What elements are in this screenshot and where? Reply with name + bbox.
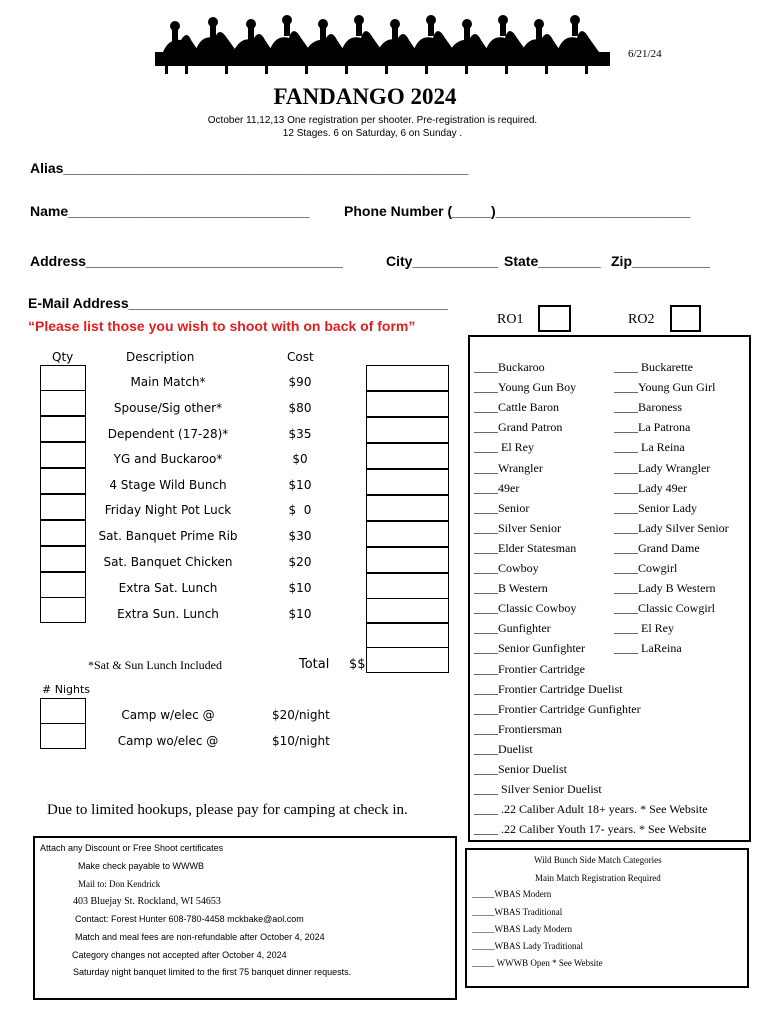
description-header: Description: [126, 350, 195, 364]
info-certificates: Attach any Discount or Free Shoot certificates: [40, 843, 224, 853]
category-option-left[interactable]: ____Frontier Cartridge Duelist: [474, 681, 623, 696]
qty-input[interactable]: [40, 597, 86, 623]
cost-input[interactable]: [366, 598, 449, 624]
camping-note: Due to limited hookups, please pay for camping at check in.: [47, 802, 408, 818]
item-description: Extra Sat. Lunch: [118, 581, 218, 595]
total-currency: $$: [349, 657, 366, 672]
item-description: Sat. Banquet Prime Rib: [98, 529, 238, 543]
info-banquet-limit: Saturday night banquet limited to the first 75 banquet dinner requests.: [73, 967, 352, 977]
cost-header: Cost: [287, 350, 314, 364]
name-field[interactable]: Name_______________________________: [30, 203, 310, 219]
category-option-right[interactable]: ____ La Reina: [614, 440, 685, 455]
category-option-left[interactable]: ____Gunfighter: [474, 621, 551, 636]
subtitle-dates: October 11,12,13 One registration per shooter. Pre-registration is required.: [207, 115, 538, 126]
form-date: 6/21/24: [628, 48, 662, 60]
shoot-with-notice: “Please list those you wish to shoot with on back of form”: [28, 318, 416, 334]
category-option-left[interactable]: ____ Silver Senior Duelist: [474, 782, 602, 797]
info-payable: Make check payable to WWWB: [78, 861, 205, 871]
qty-input[interactable]: [40, 468, 86, 494]
email-field[interactable]: E-Mail Address_________________________________________: [28, 295, 448, 311]
state-field[interactable]: State________: [504, 253, 601, 269]
qty-input[interactable]: [40, 416, 86, 442]
category-option-right[interactable]: ____Cowgirl: [614, 561, 678, 575]
category-option-right[interactable]: ____Baroness: [614, 400, 682, 415]
cost-input[interactable]: [366, 495, 449, 521]
info-mail-to: Mail to: Don Kendrick: [78, 879, 161, 889]
category-option-left[interactable]: ____Wrangler: [474, 460, 543, 475]
category-option-left[interactable]: ____Frontiersman: [474, 721, 562, 736]
category-option-right[interactable]: ____Young Gun Girl: [614, 380, 716, 395]
category-option-left[interactable]: ____Classic Cowboy: [474, 601, 577, 616]
category-option-left[interactable]: ____Elder Statesman: [474, 540, 577, 555]
cost-input[interactable]: [366, 391, 449, 417]
category-option-left[interactable]: ____Senior: [474, 500, 530, 515]
category-option-left[interactable]: ____B Western: [474, 581, 548, 596]
camp-cost: $20/night: [272, 708, 330, 722]
category-option-right[interactable]: ____Lady 49er: [614, 480, 687, 495]
subtitle-stages: 12 Stages. 6 on Saturday, 6 on Sunday .: [282, 128, 463, 139]
cost-input[interactable]: [366, 573, 449, 599]
category-option-left[interactable]: ____ .22 Caliber Youth 17- years. * See Website: [474, 822, 707, 837]
qty-input[interactable]: [40, 390, 86, 416]
camp-description: Camp wo/elec @: [117, 734, 219, 748]
category-option-right[interactable]: ____Classic Cowgirl: [614, 601, 715, 616]
item-cost: $30: [288, 529, 312, 543]
category-option-right[interactable]: ____ El Rey: [614, 621, 674, 636]
lunch-note: *Sat & Sun Lunch Included: [88, 658, 222, 672]
category-option-left[interactable]: ____Cattle Baron: [474, 400, 559, 415]
camp-cost: $10/night: [272, 734, 330, 748]
total-label: Total: [299, 657, 330, 672]
ro1-label: RO1: [497, 312, 524, 327]
info-category-changes: Category changes not accepted after October 4, 2024: [72, 950, 287, 960]
category-option-left[interactable]: ____Silver Senior: [474, 520, 561, 535]
category-option-right[interactable]: ____ Buckarette: [614, 360, 693, 374]
cost-input[interactable]: [366, 547, 449, 573]
wild-bunch-item: _____WBAS Modern: [472, 889, 552, 899]
ro2-checkbox[interactable]: [670, 305, 701, 332]
item-cost: $10: [288, 607, 312, 621]
info-address: 403 Bluejay St. Rockland, WI 54653: [73, 896, 221, 907]
camp-description: Camp w/elec @: [121, 708, 215, 722]
category-option-left[interactable]: ____Senior Gunfighter: [474, 641, 585, 656]
category-option-right[interactable]: ____La Patrona: [614, 420, 691, 435]
category-option-right[interactable]: ____Senior Lady: [614, 500, 697, 515]
address-field[interactable]: Address_________________________________: [30, 253, 343, 269]
item-cost: $10: [288, 478, 312, 492]
item-cost: $20: [288, 555, 312, 569]
info-contact: Contact: Forest Hunter 608-780-4458 mckbake@aol.com: [75, 914, 304, 924]
alias-field[interactable]: Alias____________________________________________________: [30, 160, 469, 176]
category-option-left[interactable]: ____49er: [474, 480, 520, 495]
qty-input[interactable]: [40, 520, 86, 546]
category-option-right[interactable]: ____Lady Wrangler: [614, 460, 711, 475]
cost-input[interactable]: [366, 622, 449, 648]
category-option-left[interactable]: ____ El Rey: [474, 440, 534, 455]
item-cost: $80: [288, 401, 312, 415]
category-option-right[interactable]: ____ LaReina: [614, 641, 682, 656]
nights-input[interactable]: [40, 723, 86, 749]
item-cost: $0: [292, 452, 308, 466]
wild-bunch-subtitle: Main Match Registration Required: [535, 873, 661, 883]
item-cost: $35: [288, 427, 312, 441]
qty-input[interactable]: [40, 572, 86, 598]
category-option-left[interactable]: ____Grand Patron: [474, 420, 563, 435]
wild-bunch-title: Wild Bunch Side Match Categories: [534, 855, 662, 865]
category-option-left[interactable]: ____ .22 Caliber Adult 18+ years. * See Website: [474, 802, 708, 817]
page-title: FANDANGO 2024: [273, 84, 457, 109]
qty-input[interactable]: [40, 546, 86, 572]
category-option-right[interactable]: ____Grand Dame: [614, 540, 700, 555]
qty-input[interactable]: [40, 365, 86, 391]
zip-field[interactable]: Zip__________: [611, 253, 710, 269]
item-description: Extra Sun. Lunch: [117, 607, 219, 621]
qty-input[interactable]: [40, 494, 86, 520]
item-description: Dependent (17-28)*: [107, 427, 229, 441]
wild-bunch-item: _____ WWWB Open * See Website: [472, 958, 603, 968]
cost-input[interactable]: [366, 443, 449, 469]
item-description: YG and Buckaroo*: [113, 452, 223, 466]
info-refund: Match and meal fees are non-refundable after October 4, 2024: [75, 932, 325, 942]
cost-input[interactable]: [366, 469, 449, 495]
item-cost: $ 0: [288, 503, 312, 517]
category-option-left[interactable]: ____Frontier Cartridge: [474, 661, 585, 676]
ro2-label: RO2: [628, 312, 655, 327]
item-cost: $90: [288, 375, 312, 389]
item-cost: $10: [288, 581, 312, 595]
item-description: Sat. Banquet Chicken: [103, 555, 233, 569]
total-input[interactable]: [366, 647, 449, 673]
category-option-left[interactable]: ____Duelist: [474, 741, 533, 756]
ro1-checkbox[interactable]: [538, 305, 571, 332]
nights-header: # Nights: [42, 683, 90, 696]
qty-input[interactable]: [40, 442, 86, 468]
cost-input[interactable]: [366, 365, 449, 391]
item-description: Main Match*: [130, 375, 206, 389]
phone-field[interactable]: Phone Number (_____)_________________________: [344, 203, 691, 219]
cost-input[interactable]: [366, 417, 449, 443]
category-option-right[interactable]: ____Lady Silver Senior: [614, 520, 729, 535]
category-option-left[interactable]: ____Buckaroo: [474, 360, 545, 374]
wild-bunch-item: _____WBAS Traditional: [472, 907, 563, 917]
item-description: Spouse/Sig other*: [113, 401, 223, 415]
item-description: 4 Stage Wild Bunch: [109, 478, 227, 492]
category-option-right[interactable]: ____Lady B Western: [614, 581, 716, 596]
nights-input[interactable]: [40, 698, 86, 724]
category-option-left[interactable]: ____Frontier Cartridge Gunfighter: [474, 701, 641, 716]
city-field[interactable]: City___________: [386, 253, 499, 269]
wild-bunch-item: _____WBAS Lady Traditional: [472, 941, 584, 951]
cost-input[interactable]: [366, 521, 449, 547]
category-option-left[interactable]: ____Senior Duelist: [474, 762, 567, 776]
cowboy-riders-banner-icon: [155, 12, 610, 74]
category-option-left[interactable]: ____Young Gun Boy: [474, 380, 577, 395]
wild-bunch-item: _____WBAS Lady Modern: [472, 924, 572, 934]
item-description: Friday Night Pot Luck: [104, 503, 232, 517]
category-option-left[interactable]: ____Cowboy: [474, 561, 539, 575]
qty-header: Qty: [52, 350, 74, 364]
